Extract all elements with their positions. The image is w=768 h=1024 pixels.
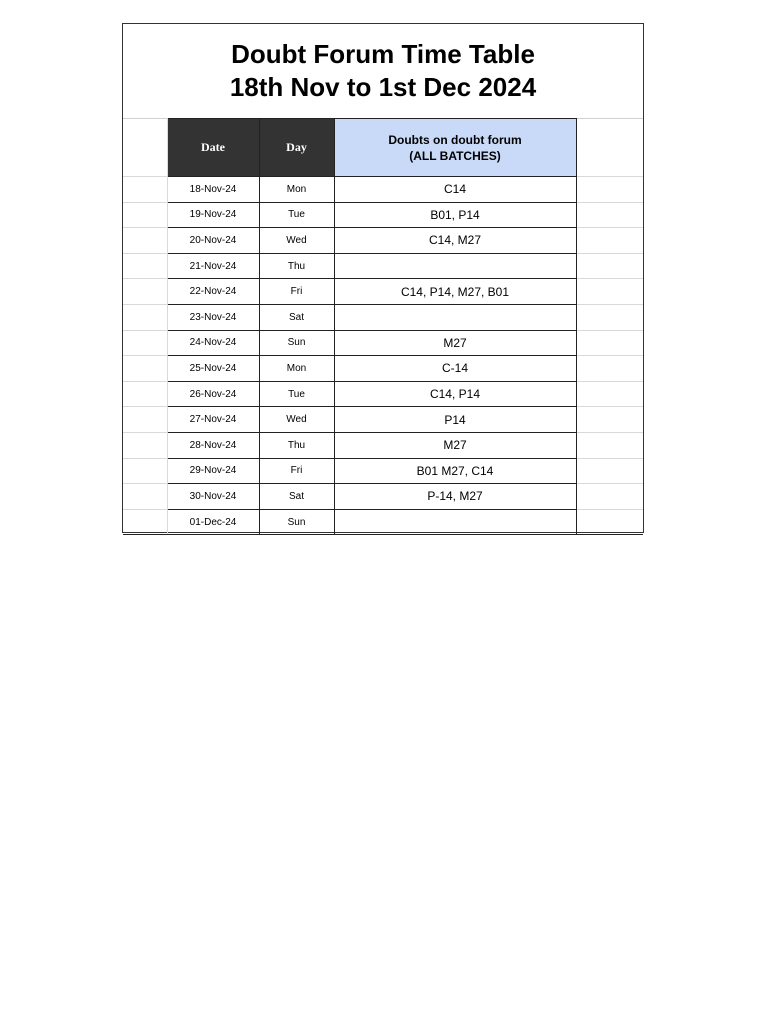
date-column-header: Date <box>167 119 259 177</box>
right-margin-cell <box>576 330 643 356</box>
day-cell: Fri <box>259 279 334 305</box>
left-margin-cell <box>123 304 167 330</box>
day-cell: Sat <box>259 484 334 510</box>
date-cell: 21-Nov-24 <box>167 253 259 279</box>
day-cell: Mon <box>259 177 334 203</box>
left-margin-cell <box>123 177 167 203</box>
left-margin-cell <box>123 202 167 228</box>
date-cell: 23-Nov-24 <box>167 304 259 330</box>
day-cell: Sat <box>259 304 334 330</box>
day-cell: Sun <box>259 330 334 356</box>
table-row <box>123 304 643 330</box>
table-row <box>123 458 643 484</box>
day-column-header: Day <box>259 119 334 177</box>
date-cell: 19-Nov-24 <box>167 202 259 228</box>
right-margin-cell <box>576 279 643 305</box>
page-title: Doubt Forum Time Table <box>231 39 535 69</box>
right-margin-cell <box>576 432 643 458</box>
timetable-table <box>123 118 643 535</box>
table-row <box>123 381 643 407</box>
date-cell: 24-Nov-24 <box>167 330 259 356</box>
right-margin-cell <box>576 202 643 228</box>
left-margin-cell <box>123 228 167 254</box>
doubts-cell <box>334 253 576 279</box>
doubts-cell: C14, M27 <box>334 228 576 254</box>
doubts-cell: M27 <box>334 330 576 356</box>
timetable-sheet <box>122 23 644 533</box>
doubts-column-header <box>334 119 576 177</box>
table-body <box>123 177 643 535</box>
day-cell: Sun <box>259 509 334 535</box>
table-row <box>123 509 643 535</box>
right-margin-cell <box>576 253 643 279</box>
date-cell: 30-Nov-24 <box>167 484 259 510</box>
page-subtitle: 18th Nov to 1st Dec 2024 <box>229 72 537 102</box>
doubts-cell <box>334 304 576 330</box>
date-cell: 27-Nov-24 <box>167 407 259 433</box>
date-cell: 20-Nov-24 <box>167 228 259 254</box>
table-row <box>123 228 643 254</box>
date-cell: 22-Nov-24 <box>167 279 259 305</box>
date-cell: 18-Nov-24 <box>167 177 259 203</box>
table-row <box>123 253 643 279</box>
left-margin-cell <box>123 509 167 535</box>
left-margin-cell <box>123 279 167 305</box>
right-margin-cell <box>576 484 643 510</box>
table-container <box>123 118 643 535</box>
left-margin-cell <box>123 484 167 510</box>
day-cell: Mon <box>259 356 334 382</box>
left-margin-cell <box>123 381 167 407</box>
right-margin-cell <box>576 381 643 407</box>
table-header-row <box>123 119 643 177</box>
date-cell: 01-Dec-24 <box>167 509 259 535</box>
day-cell: Wed <box>259 228 334 254</box>
left-margin-cell <box>123 119 167 177</box>
day-cell: Tue <box>259 202 334 228</box>
left-margin-cell <box>123 356 167 382</box>
date-cell: 28-Nov-24 <box>167 432 259 458</box>
right-margin-cell <box>576 228 643 254</box>
doubts-cell: M27 <box>334 432 576 458</box>
left-margin-cell <box>123 432 167 458</box>
left-margin-cell <box>123 330 167 356</box>
right-margin-cell <box>576 458 643 484</box>
table-row <box>123 202 643 228</box>
doubts-header-line2: (ALL BATCHES) <box>409 148 501 163</box>
title-block <box>123 24 643 119</box>
doubts-cell: C14 <box>334 177 576 203</box>
doubts-cell: P14 <box>334 407 576 433</box>
left-margin-cell <box>123 407 167 433</box>
left-margin-cell <box>123 253 167 279</box>
right-margin-cell <box>576 304 643 330</box>
doubts-cell <box>334 509 576 535</box>
right-margin-cell <box>576 119 643 177</box>
table-row <box>123 407 643 433</box>
right-margin-cell <box>576 177 643 203</box>
table-row <box>123 356 643 382</box>
doubts-header-line1: Doubts on doubt forum <box>388 132 522 147</box>
doubts-cell: P-14, M27 <box>334 484 576 510</box>
day-cell: Thu <box>259 432 334 458</box>
doubts-cell: B01, P14 <box>334 202 576 228</box>
left-margin-cell <box>123 458 167 484</box>
day-cell: Fri <box>259 458 334 484</box>
right-margin-cell <box>576 407 643 433</box>
doubts-cell: C14, P14, M27, B01 <box>334 279 576 305</box>
date-cell: 26-Nov-24 <box>167 381 259 407</box>
table-row <box>123 330 643 356</box>
day-cell: Tue <box>259 381 334 407</box>
day-cell: Thu <box>259 253 334 279</box>
day-cell: Wed <box>259 407 334 433</box>
right-margin-cell <box>576 356 643 382</box>
date-cell: 29-Nov-24 <box>167 458 259 484</box>
doubts-cell: C-14 <box>334 356 576 382</box>
table-row <box>123 432 643 458</box>
date-cell: 25-Nov-24 <box>167 356 259 382</box>
doubts-cell: B01 M27, C14 <box>334 458 576 484</box>
table-row <box>123 279 643 305</box>
right-margin-cell <box>576 509 643 535</box>
table-row <box>123 484 643 510</box>
doubts-cell: C14, P14 <box>334 381 576 407</box>
table-row <box>123 177 643 203</box>
